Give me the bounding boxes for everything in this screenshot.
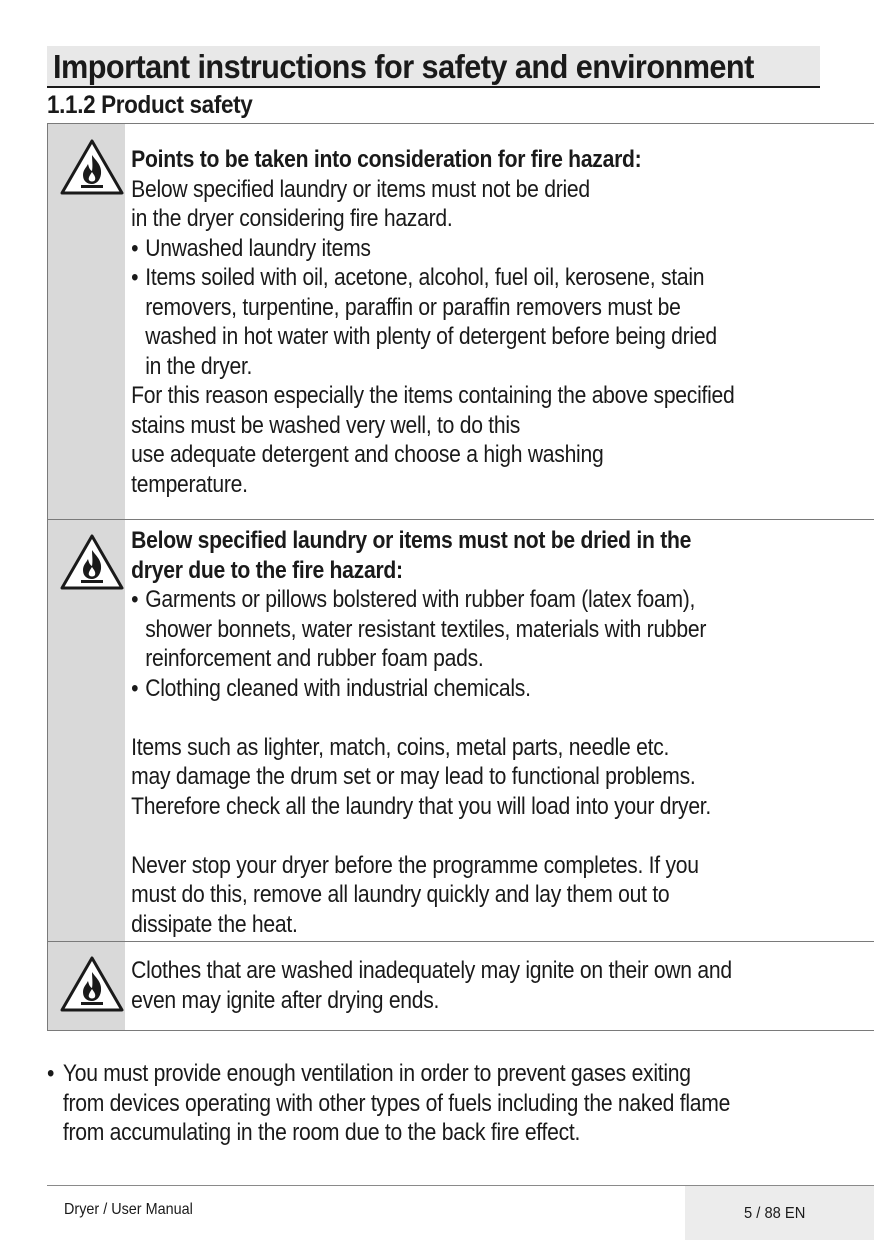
bullet-text: Clothing cleaned with industrial chemicals. (145, 674, 531, 702)
paragraph-line: temperature. (131, 470, 248, 498)
bullet-text: Items soiled with oil, acetone, alcohol, fuel oil, kerosene, stain (145, 264, 705, 291)
bullet-text: Garments or pillows bolstered with rubber foam (latex foam), (145, 586, 696, 613)
paragraph-line: Therefore check all the laundry that you will load into your dryer. (131, 792, 712, 820)
bullet-item (131, 234, 817, 264)
content-cell (125, 942, 874, 1031)
bullet-mark: • (131, 674, 139, 702)
paragraph-line: Never stop your dryer before the programme completes. If you (131, 851, 699, 879)
paragraph-line: may damage the drum set or may lead to functional problems. (131, 763, 696, 790)
warning-heading: Below specified laundry or items must not be dried in the (131, 527, 692, 554)
warning-heading: Points to be taken into consideration for fire hazard: (131, 146, 642, 173)
bullet-item (131, 585, 817, 674)
footer-page-number: 5 / 88 EN (744, 1205, 806, 1222)
section-subtitle: 1.1.2 Product safety (47, 91, 253, 119)
safety-row-fire-hazard-considerations (48, 124, 874, 520)
safety-row-items-not-to-dry (48, 520, 874, 942)
paragraph-line: For this reason especially the items containing the above specified (131, 382, 735, 409)
content-cell (125, 520, 874, 942)
bullet-mark: • (47, 1060, 55, 1087)
icon-column (48, 942, 126, 1031)
bullet-text: You must provide enough ventilation in order to prevent gases exiting (62, 1060, 691, 1087)
bullet-text: from devices operating with other types of fuels including the naked flame (62, 1089, 731, 1117)
paragraph-gap (131, 703, 817, 733)
paragraph-line: Clothes that are washed inadequately may ignite on their own and (131, 957, 732, 984)
paragraph-line: Below specified laundry or items must not be dried (131, 175, 590, 203)
bullet-text: removers, turpentine, paraffin or paraffin removers must be (145, 293, 681, 321)
safety-table (47, 123, 874, 1031)
paragraph-line: dissipate the heat. (131, 910, 298, 938)
warning-heading: dryer due to the fire hazard: (131, 556, 403, 584)
paragraph-line: must do this, remove all laundry quickly and lay them out to (131, 881, 670, 908)
fire-hazard-warning-icon (59, 533, 125, 591)
paragraph-line: even may ignite after drying ends. (131, 986, 440, 1014)
fire-hazard-warning-icon (59, 138, 125, 196)
safety-row-self-ignition (48, 942, 874, 1031)
bullet-text: reinforcement and rubber foam pads. (145, 645, 484, 672)
bullet-text: shower bonnets, water resistant textiles, materials with rubber (145, 615, 707, 643)
bullet-text: in the dryer. (145, 352, 253, 380)
bullet-text: Unwashed laundry items (145, 234, 371, 262)
bullet-text: washed in hot water with plenty of detergent before being dried (145, 323, 717, 350)
paragraph-line: Items such as lighter, match, coins, metal parts, needle etc. (131, 733, 670, 761)
bullet-item (131, 674, 817, 704)
ventilation-note (47, 1059, 730, 1148)
bullet-mark: • (131, 586, 139, 613)
paragraph-line: use adequate detergent and choose a high washing (131, 441, 604, 468)
footer-manual-title: Dryer / User Manual (64, 1201, 193, 1218)
bullet-item (131, 263, 817, 381)
paragraph-line: in the dryer considering fire hazard. (131, 205, 453, 232)
page-title: Important instructions for safety and environment (53, 48, 754, 85)
bullet-mark: • (131, 264, 139, 291)
icon-column (48, 520, 126, 942)
bullet-text: from accumulating in the room due to the back fire effect. (62, 1119, 581, 1146)
paragraph-line: stains must be washed very well, to do this (131, 411, 521, 439)
fire-hazard-warning-icon (59, 955, 125, 1013)
icon-column (48, 124, 126, 520)
bullet-item (47, 1059, 730, 1148)
bullet-mark: • (131, 234, 139, 262)
paragraph-gap (131, 821, 817, 851)
content-cell (125, 124, 874, 520)
